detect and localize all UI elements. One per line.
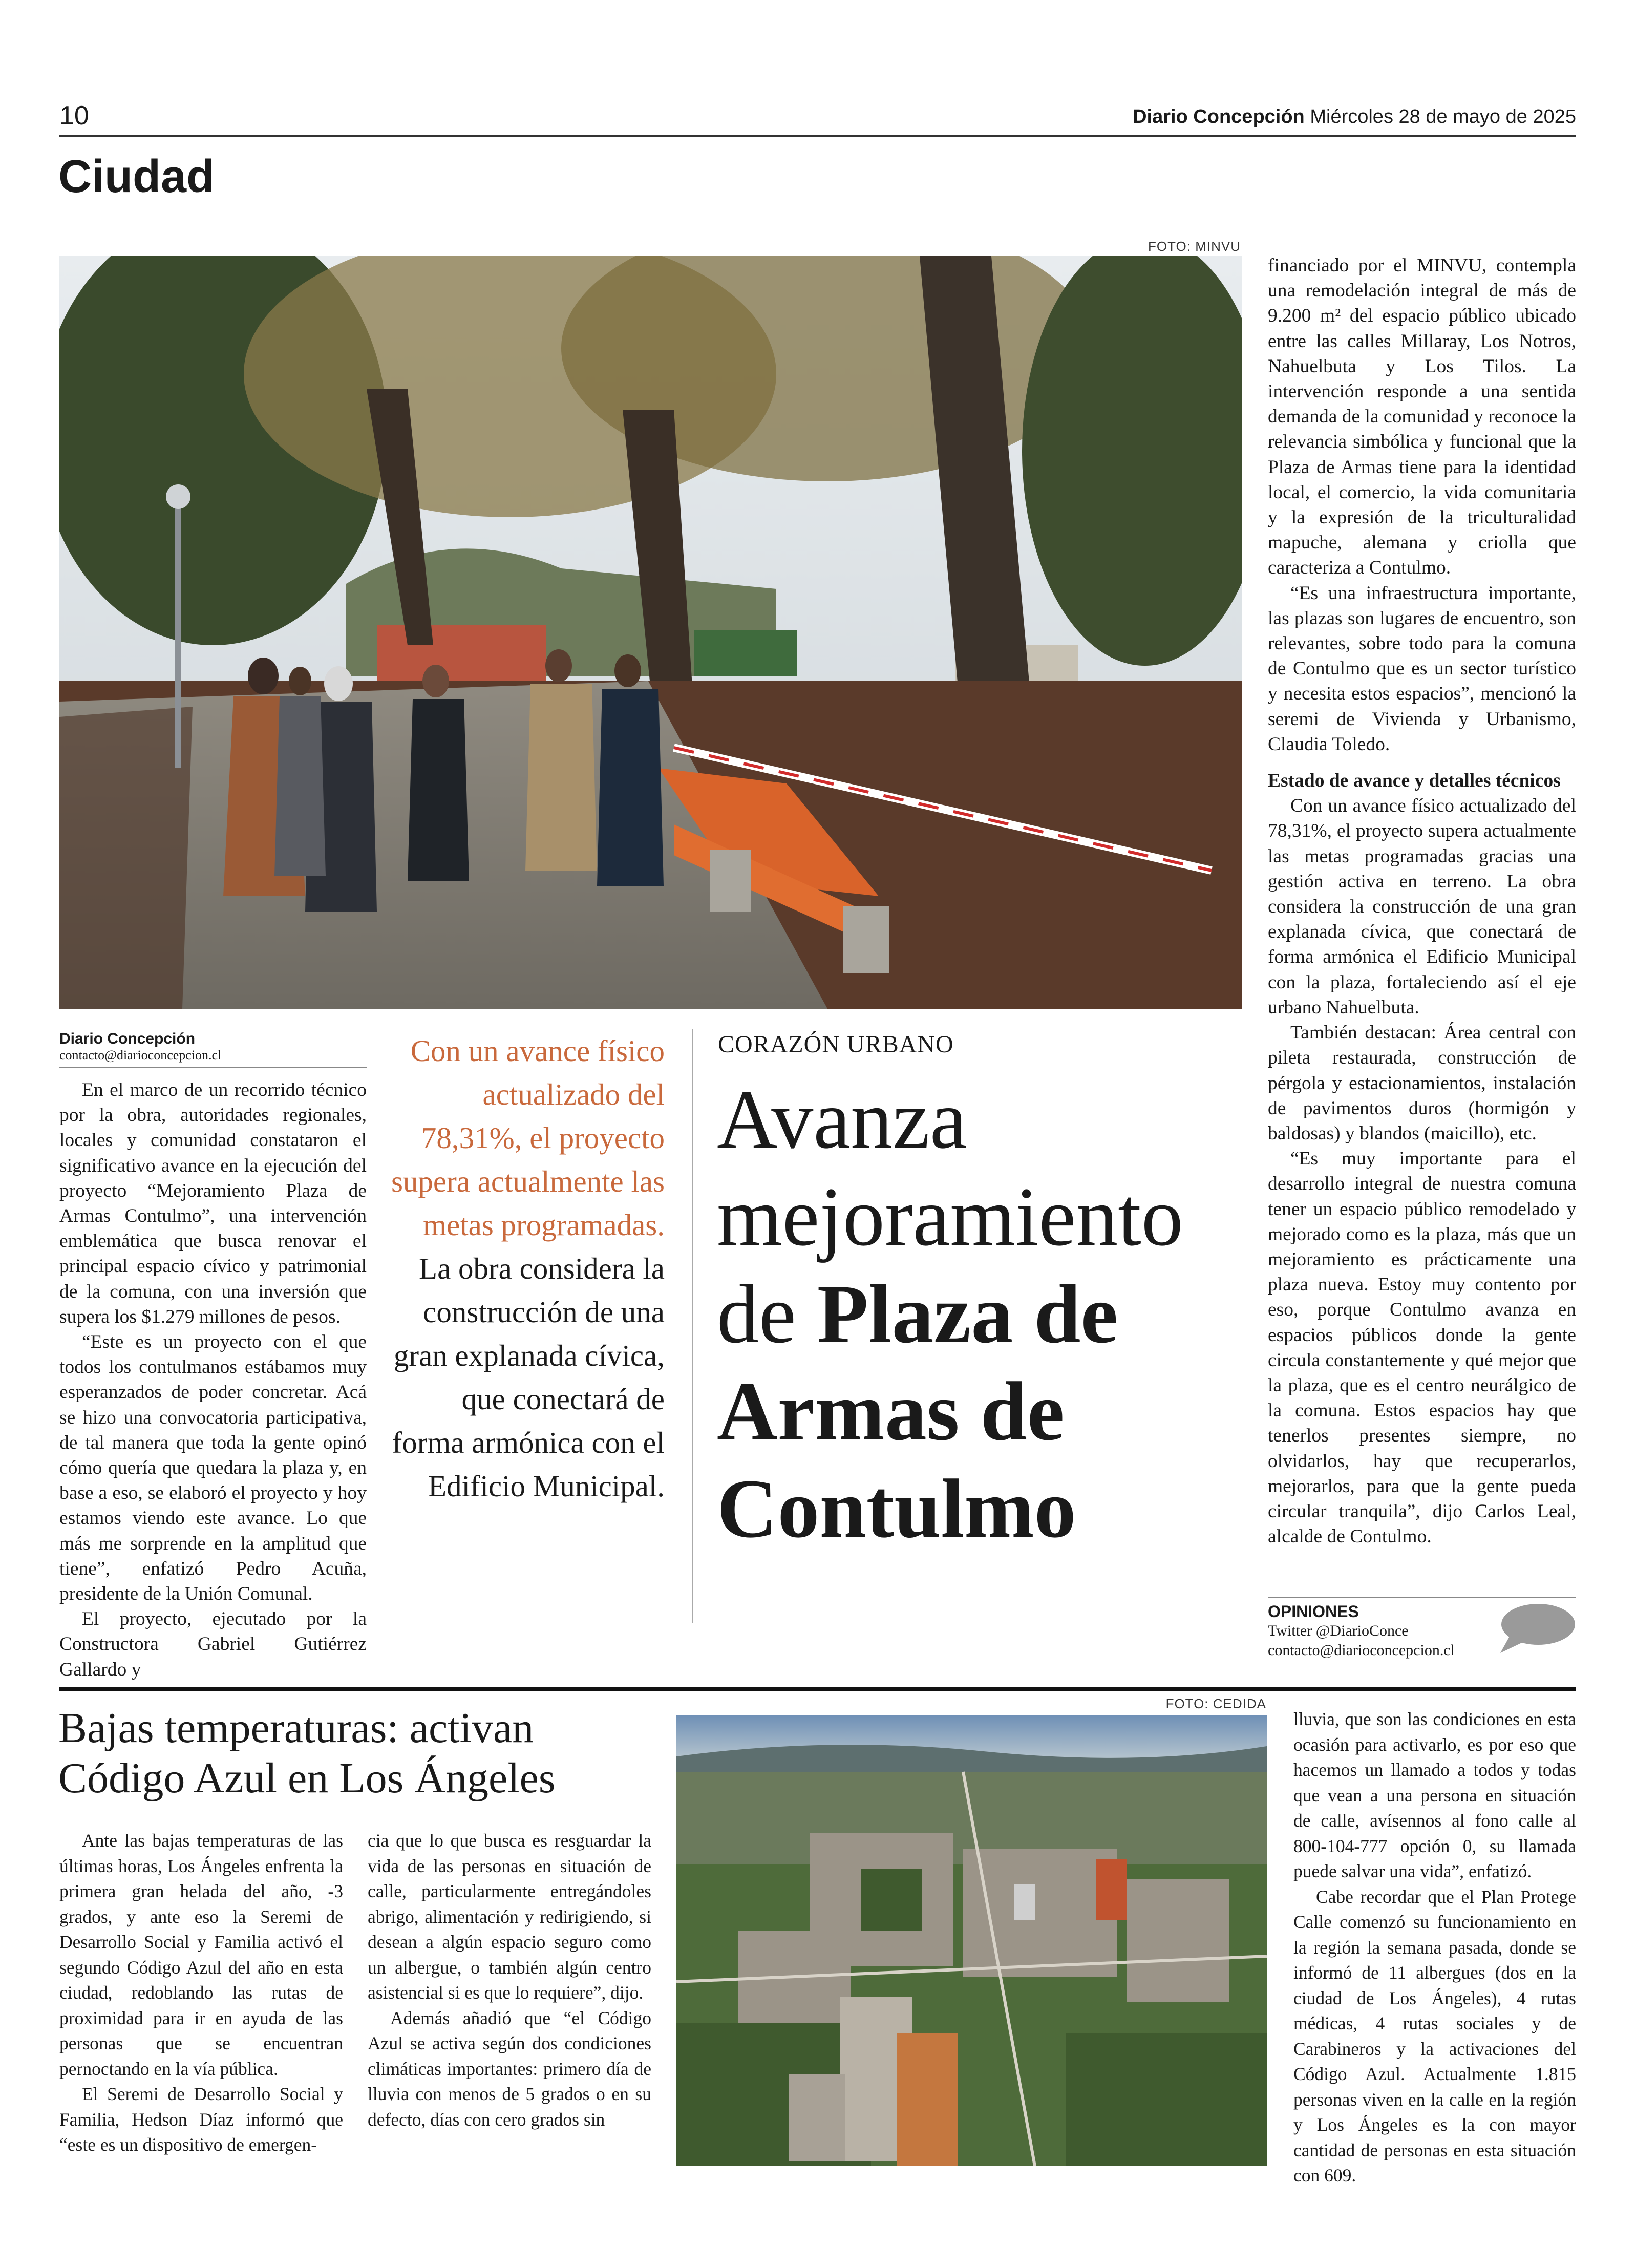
paragraph: En el marco de un recorrido técnico por la obra, autoridades regionales, locales y comunidad constataron el significativo avance en la ejecución del proyecto “Mejoramiento Plaza de Armas Contulmo”, una intervención emblemática que busca renovar el principal espacio cívico y patrimonial de la comuna, con una inversión que supera los $1.279 millones de pesos. [59,1079,367,1327]
headline [717,1071,1260,1558]
paragraph: cia que lo que busca es resguardar la vida de las personas en situación de calle, particularmente entregándoles abrigo, alimentación y redirigiendo, si desean a algún espacio seguro como un albergue, o también algún centro asistencial si es que lo requiere”, dijo. [368,1830,651,2003]
paragraph: “Es muy importante para el desarrollo integral de nuestra comuna tener un espacio público remodelado y mejorado como es la plaza, más que un mejoramiento es prácticamente una plaza nueva. Estoy muy contento por eso, porque Contulmo avanza en espacios públicos donde la gente circula constantemente y qué mejor que la plaza, que es el centro neurálgico de la comuna. Estos espacios hay que tenerlos presentes siempre, no olvidarlos, hay que recuperarlos, mejorarlos, para que la gente pueda circular tranquila”, dijo Carlos Leal, alcalde de Contulmo. [1268,1148,1576,1548]
main-article-column-3 [1268,253,1576,1549]
byline-email: contacto@diarioconcepcion.cl [59,1048,222,1063]
city-aerial-photo [676,1715,1267,2166]
second-article-column-1 [59,1828,343,2158]
opinions-twitter: Twitter @DiarioConce [1268,1622,1409,1639]
paragraph: Además añadió que “el Código Azul se activa según dos condiciones climáticas importantes: primero día de lluvia con menos de 5 grados o en su defecto, días con cero grados sin [368,2007,651,2130]
city-photo-credit: FOTO: CEDIDA [1165,1696,1266,1711]
issue-date: Miércoles 28 de mayo de 2025 [1310,106,1576,128]
main-article-column-1 [59,1077,367,1682]
paragraph: El proyecto, ejecutado por la Constructora Gabriel Gutiérrez Gallardo y [59,1608,367,1680]
header-rule [59,135,1576,137]
section-divider [59,1687,1576,1691]
byline-rule [59,1067,367,1068]
headline-bold: Plaza de Armas de Contulmo [717,1268,1118,1555]
paragraph: financiado por el MINVU, contempla una remodelación integral de más de 9.200 m² del espacio público ubicado entre las calles Millaray, Los Notros, Nahuelbuta y Los Tilos. La intervención responde a una sentida demanda de la comunidad y reconoce la relevancia simbólica y funcional que la Plaza de Armas tiene para la identidad local, el comercio, la vida comunitaria y la expresión de la triculturalidad mapuche, alemana y criolla que caracteriza a Contulmo. [1268,255,1576,579]
newspaper-name: Diario Concepción [1133,106,1305,128]
paragraph: También destacan: Área central con pileta restaurada, construcción de pérgola y estacionamientos, instalación de pavimentos duros (hormigón y baldosas) y blandos (maicillo), etc. [1268,1022,1576,1144]
second-article-column-3 [1293,1707,1576,2189]
page-number: 10 [59,101,89,131]
paragraph: Cabe recordar que el Plan Protege Calle comenzó su funcionamiento en la región la semana pasada, donde se informó de 11 albergues (dos en la ciudad de Los Ángeles), 4 rutas médicas, 4 rutas sociales y de Carabineros y la activaciones del Código Azul. Actualmente 1.815 personas viven en la calle en la región y Los Ángeles es la con mayor cantidad de personas en esta situación con 609. [1293,1886,1576,2186]
kicker: CORAZÓN URBANO [718,1031,954,1058]
section-title: Ciudad [58,151,215,202]
opinions-rule [1268,1597,1576,1598]
subheading: Estado de avance y detalles técnicos [1268,770,1561,792]
second-article-column-2 [368,1828,651,2132]
paragraph: lluvia, que son las condiciones en esta ocasión para activarlo, es por eso que hacemos un llamado a todos y todas que vean a una persona en situación de calle, avísennos al fono calle al 800-104-777 opción 0, su llamada puede salvar una vida”, enfatizó. [1293,1709,1576,1881]
paragraph: “Es una infraestructura importante, las plazas son lugares de encuentro, son relevantes, sobre todo para la comuna de Contulmo que es un sector turístico y necesita estos espacios”, mencionó la seremi de Vivienda y Urbanismo, Claudia Toledo. [1268,582,1576,755]
byline-name: Diario Concepción [59,1030,196,1047]
paragraph: El Seremi de Desarrollo Social y Familia, Hedson Díaz informó que “este es un dispositivo de emergen- [59,2084,343,2155]
column-divider [692,1029,693,1623]
second-headline: Bajas temperaturas: activan Código Azul en Los Ángeles [58,1704,556,1802]
opinions-email: contacto@diarioconcepcion.cl [1268,1642,1455,1659]
pull-quote [389,1029,665,1508]
opinions-title: OPINIONES [1268,1602,1359,1621]
pull-quote-highlight: Con un avance físico actualizado del 78,31%, el proyecto supera actualmente las metas programadas. [391,1034,665,1242]
paragraph: Con un avance físico actualizado del 78,31%, el proyecto supera actualmente las metas programadas gracias una gestión activa en terreno. La obra considera la construcción de una gran explanada cívica, que conectará de forma armónica el Edificio Municipal con la plaza, fortaleciendo así el eje urbano Nahuelbuta. [1268,795,1576,1018]
speech-bubble-icon [1497,1602,1576,1655]
main-photo-credit: FOTO: MINVU [1148,239,1241,254]
paragraph: Ante las bajas temperaturas de las últimas horas, Los Ángeles enfrenta la primera gran helada del año, -3 grados, y ante eso la Seremi de Desarrollo Social y Familia activó el segundo Código Azul del año en esta ciudad, redoblando las rutas de proximidad para ir en ayuda de las personas que se encuentran pernoctando en la vía pública. [59,1830,343,2079]
headline-regular: Avanza mejoramiento de [717,1073,1183,1361]
pull-quote-text: La obra considera la construcción de una gran explanada cívica, que conectará de forma armónica con el Edificio Municipal. [392,1252,665,1503]
main-photo [59,256,1242,1009]
paragraph: “Este es un proyecto con el que todos los contulmanos estábamos muy esperanzados de poder concretar. Acá se hizo una convocatoria participativa, de tal manera que toda la gente opinó cómo quería que quedara la plaza y, en base a eso, se elaboró el proyecto y hoy estamos viendo este avance. Lo que más me sorprende en la amplitud que tiene”, enfatizó Pedro Acuña, presidente de la Unión Comunal. [59,1331,367,1605]
masthead [1133,104,1576,129]
